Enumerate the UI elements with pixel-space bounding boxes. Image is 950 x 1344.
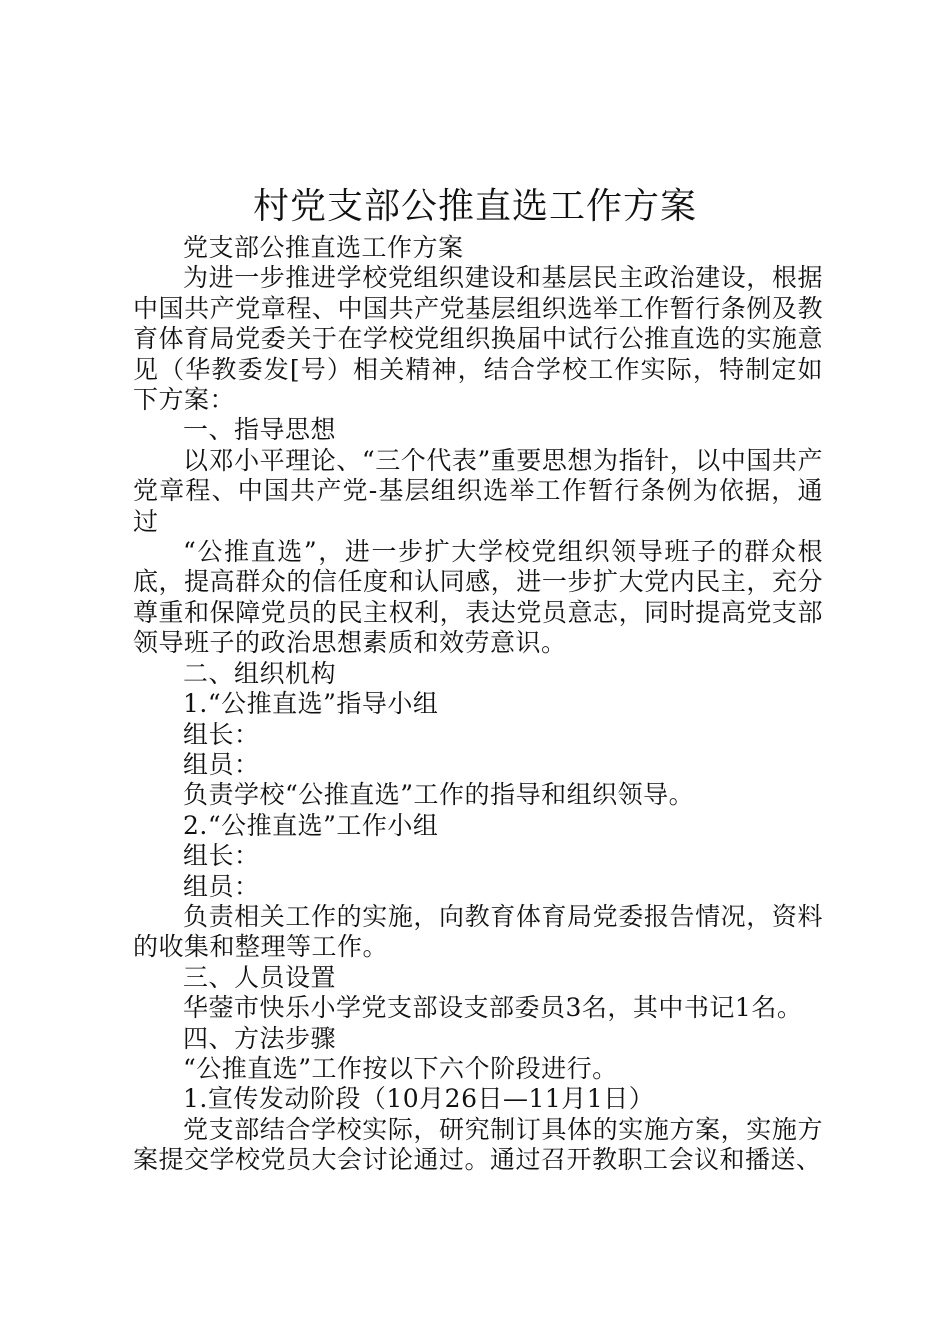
paragraph-method-steps: “公推直选”工作按以下六个阶段进行。 [183, 1053, 618, 1083]
heading-guiding-ideology: 一、指导思想 [183, 415, 337, 445]
document-title: 村党支部公推直选工作方案 [252, 186, 697, 227]
paragraph-intro: 为进一步推进学校党组织建设和基层民主政治建设，根据中国共产党章程、中国共产党基层组织选举工作暂行条例及教育体育局党委关于在学校党组织换届中试行公推直选的实施意见（华教委发[号）相关精神，结合学校工作实际，特制定如下方案： [133, 263, 823, 415]
paragraph-guiding-ideology: 以邓小平理论、“三个代表”重要思想为指针，以中国共产党章程、中国共产党-基层组织选举工作暂行条例为依据，通过 [133, 445, 823, 536]
heading-organization: 二、组织机构 [183, 658, 337, 688]
document-body [133, 233, 823, 1176]
subheading-work-group: 2.“公推直选”工作小组 [183, 810, 439, 840]
subheading-publicity-stage: 1.宣传发动阶段（10月26日—11月1日） [183, 1084, 655, 1114]
guidance-group-duty: 负责学校“公推直选”工作的指导和组织领导。 [183, 780, 695, 810]
guidance-group-members: 组员： [183, 749, 260, 779]
work-group-duty: 负责相关工作的实施，向教育体育局党委报告情况，资料的收集和整理等工作。 [133, 901, 823, 962]
subheading-guidance-group: 1.“公推直选”指导小组 [183, 689, 439, 719]
paragraph-guiding-ideology-cont: “公推直选”，进一步扩大学校党组织领导班子的群众根底，提高群众的信任度和认同感，进一步扩大党内民主，充分尊重和保障党员的民主权利，表达党员意志，同时提高党支部领导班子的政治思想素质和效劳意识。 [133, 537, 823, 658]
heading-method-steps: 四、方法步骤 [183, 1023, 337, 1053]
paragraph-subtitle: 党支部公推直选工作方案 [183, 233, 464, 262]
heading-staffing: 三、人员设置 [183, 962, 337, 992]
work-group-leader: 组长： [183, 841, 260, 871]
paragraph-publicity-stage: 党支部结合学校实际，研究制订具体的实施方案，实施方案提交学校党员大会讨论通过。通过召开教职工会议和播送、 [133, 1114, 823, 1175]
guidance-group-leader: 组长： [183, 719, 260, 749]
work-group-members: 组员： [183, 871, 260, 901]
paragraph-staffing: 华蓥市快乐小学党支部设支部委员3名，其中书记1名。 [183, 993, 803, 1023]
